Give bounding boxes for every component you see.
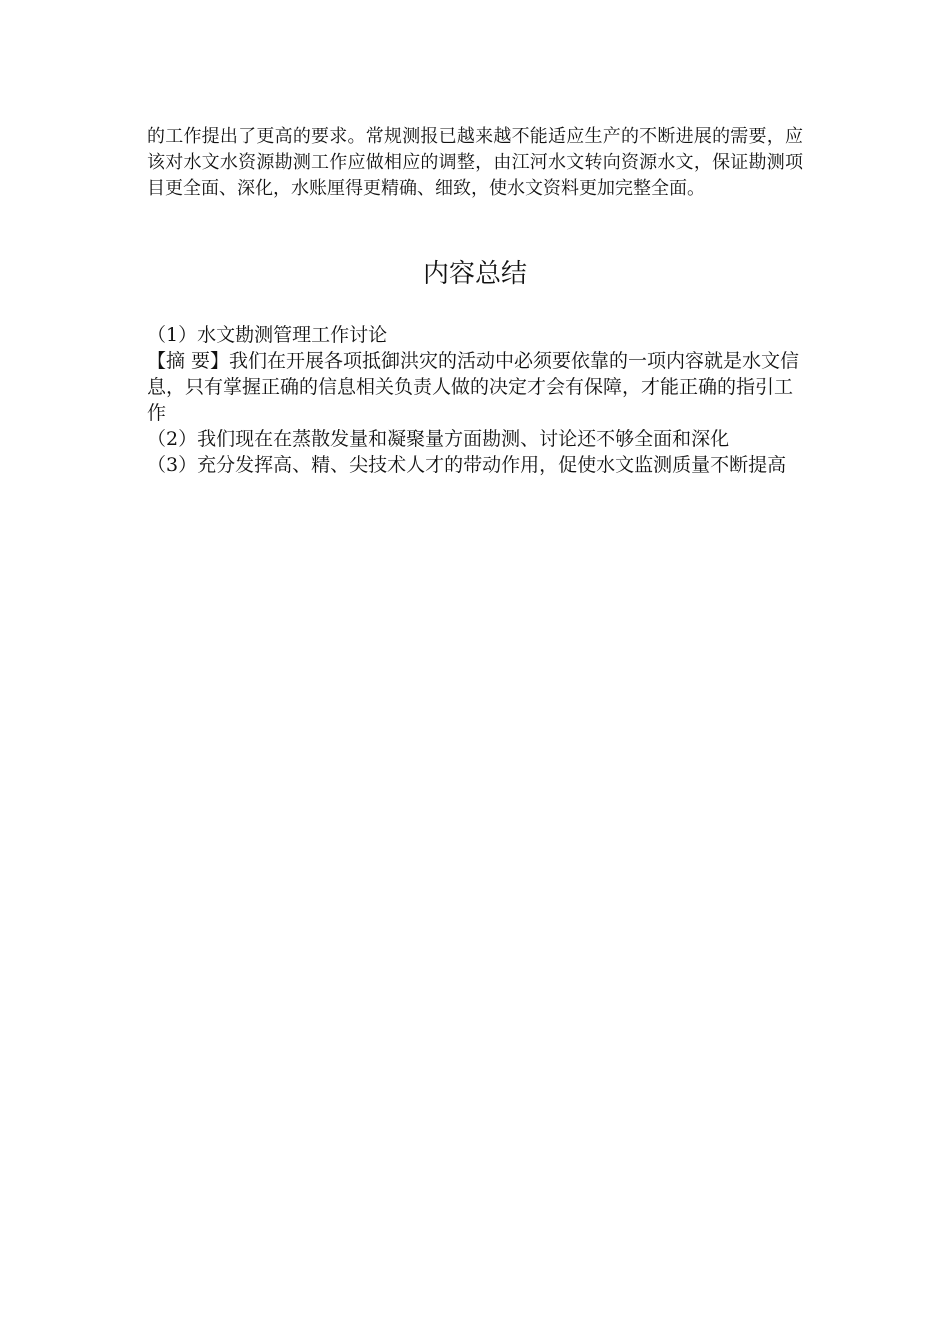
summary-item: （3）充分发挥高、精、尖技术人才的带动作用，促使水文监测质量不断提高 (147, 454, 787, 476)
summary-item: 【摘 要】我们在开展各项抵御洪灾的活动中必须要依靠的一项内容就是水文信息，只有掌握正确的信息相关负责人做的决定才会有保障，才能正确的指引工作 (147, 350, 800, 424)
summary-title: 内容总结 (422, 259, 527, 289)
intro-paragraph: 的工作提出了更高的要求。常规测报已越来越不能适应生产的不断进展的需要，应该对水文水资源勘测工作应做相应的调整，由江河水文转向资源水文，保证勘测项目更全面、深化，水账厘得更精确、细致，使水文资料更加完整全面。 (147, 126, 803, 199)
summary-item: （2）我们现在在蒸散发量和凝聚量方面勘测、讨论还不够全面和深化 (147, 428, 730, 450)
summary-list (147, 322, 803, 478)
summary-item: （1）水文勘测管理工作讨论 (147, 324, 388, 346)
